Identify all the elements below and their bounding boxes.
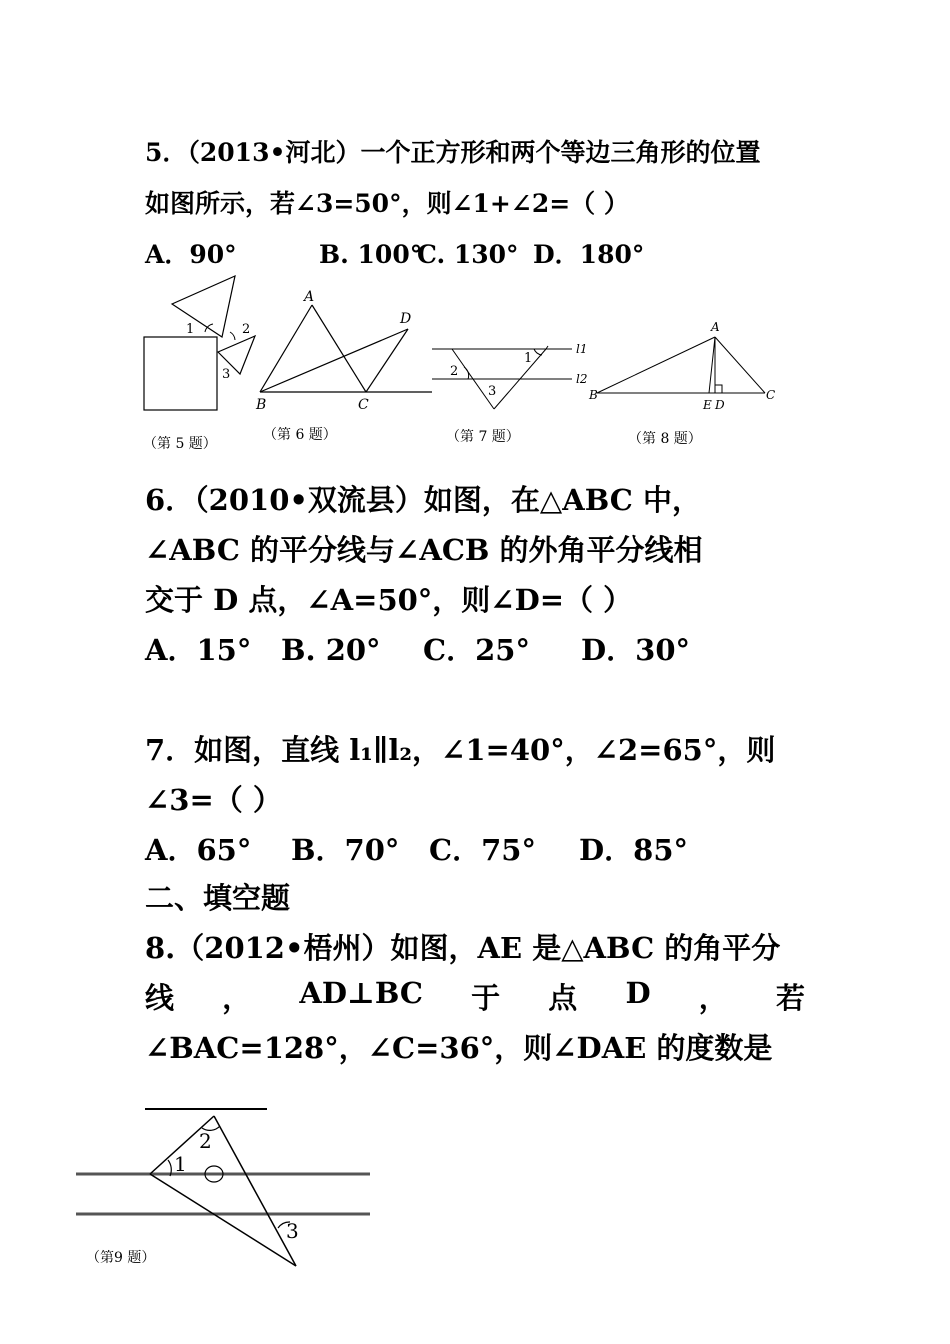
q8-word-3: AD⊥BC [299,976,423,1010]
fig9-label-3: 3 [286,1219,299,1243]
q8-line2 [145,976,805,1017]
section-title: 二、填空题 [145,881,291,915]
figure-7 [430,333,600,418]
q7-line1: 7．如图，直线 l₁∥l₂，∠1=40°，∠2=65°，则 [145,733,776,767]
q5-option-a: A．90° [145,240,237,269]
q6-option-c: C．25° [423,633,530,667]
q5-options [145,235,644,271]
q8-word-7: ， [698,981,728,1015]
q8-word-6: D [625,976,651,1010]
fig5-caption: （第 5 题） [143,436,217,452]
q6-options [145,628,690,669]
q6-option-d: D．30° [581,633,691,667]
q8-word-5: 点 [548,981,578,1015]
q6-option-a: A．15° [145,633,252,667]
q5-option-d: D．180° [533,240,645,269]
fig9-caption: （第9 题） [86,1250,156,1266]
fig8-label-b: B [589,388,598,402]
q7-option-d: D．85° [579,833,689,867]
q5-option-b: B. 100° [319,240,423,269]
figure-9 [72,1110,377,1270]
q5-line1: 5．（2013•河北）一个正方形和两个等边三角形的位置 [145,138,761,167]
fig6-label-c: C [358,397,369,413]
fig8-label-a: A [711,320,720,334]
q6-line3: 交于 D 点，∠A=50°，则∠D=（ ） [145,583,633,617]
fig7-label-1: 1 [524,351,533,366]
fig8-caption: （第 8 题） [628,431,702,447]
fig7-caption: （第 7 题） [446,429,520,445]
fig9-label-1: 1 [174,1152,187,1176]
q5-line2: 如图所示，若∠3=50°，则∠1+∠2=（ ） [145,189,629,218]
fig9-label-2: 2 [199,1129,212,1153]
q7-line2: ∠3=（ ） [145,783,282,817]
figure-8 [585,315,780,415]
q8-word-1: 线 [145,981,175,1015]
q7-option-b: B．70° [291,833,400,867]
q5-option-c: C. 130° [417,240,519,269]
fig5-label-3: 3 [222,367,231,382]
fig6-caption: （第 6 题） [263,427,337,443]
fig7-label-l1: l1 [576,342,588,356]
fig6-label-a: A [304,289,315,305]
fig7-label-2: 2 [450,364,459,379]
fig7-label-l2: l2 [576,372,588,386]
q6-line1: 6．（2010•双流县）如图，在△ABC 中， [145,483,701,517]
q7-option-a: A．65° [145,833,252,867]
q6-line2: ∠ABC 的平分线与∠ACB 的外角平分线相 [145,533,703,567]
figure-5 [140,270,260,420]
q8-word-4: 于 [471,981,501,1015]
q7-option-c: C．75° [429,833,536,867]
fig8-label-c: C [766,388,776,402]
q6-option-b: B. 20° [281,633,381,667]
q8-word-8: 若 [775,981,805,1015]
fig5-label-1: 1 [186,322,195,337]
q8-line1: 8.（2012•梧州）如图，AE 是△ABC 的角平分 [145,931,781,965]
fig8-label-d: D [715,398,725,412]
q8-word-2: ， [222,981,252,1015]
q7-options [145,828,688,869]
fig6-label-d: D [400,311,412,327]
fig7-label-3: 3 [488,384,497,399]
figure-6 [250,285,435,415]
q8-line3: ∠BAC=128°，∠C=36°，则∠DAE 的度数是 [145,1031,773,1065]
fig5-label-2: 2 [242,322,251,337]
fig6-label-b: B [256,397,267,413]
fig8-label-e: E [703,398,712,412]
